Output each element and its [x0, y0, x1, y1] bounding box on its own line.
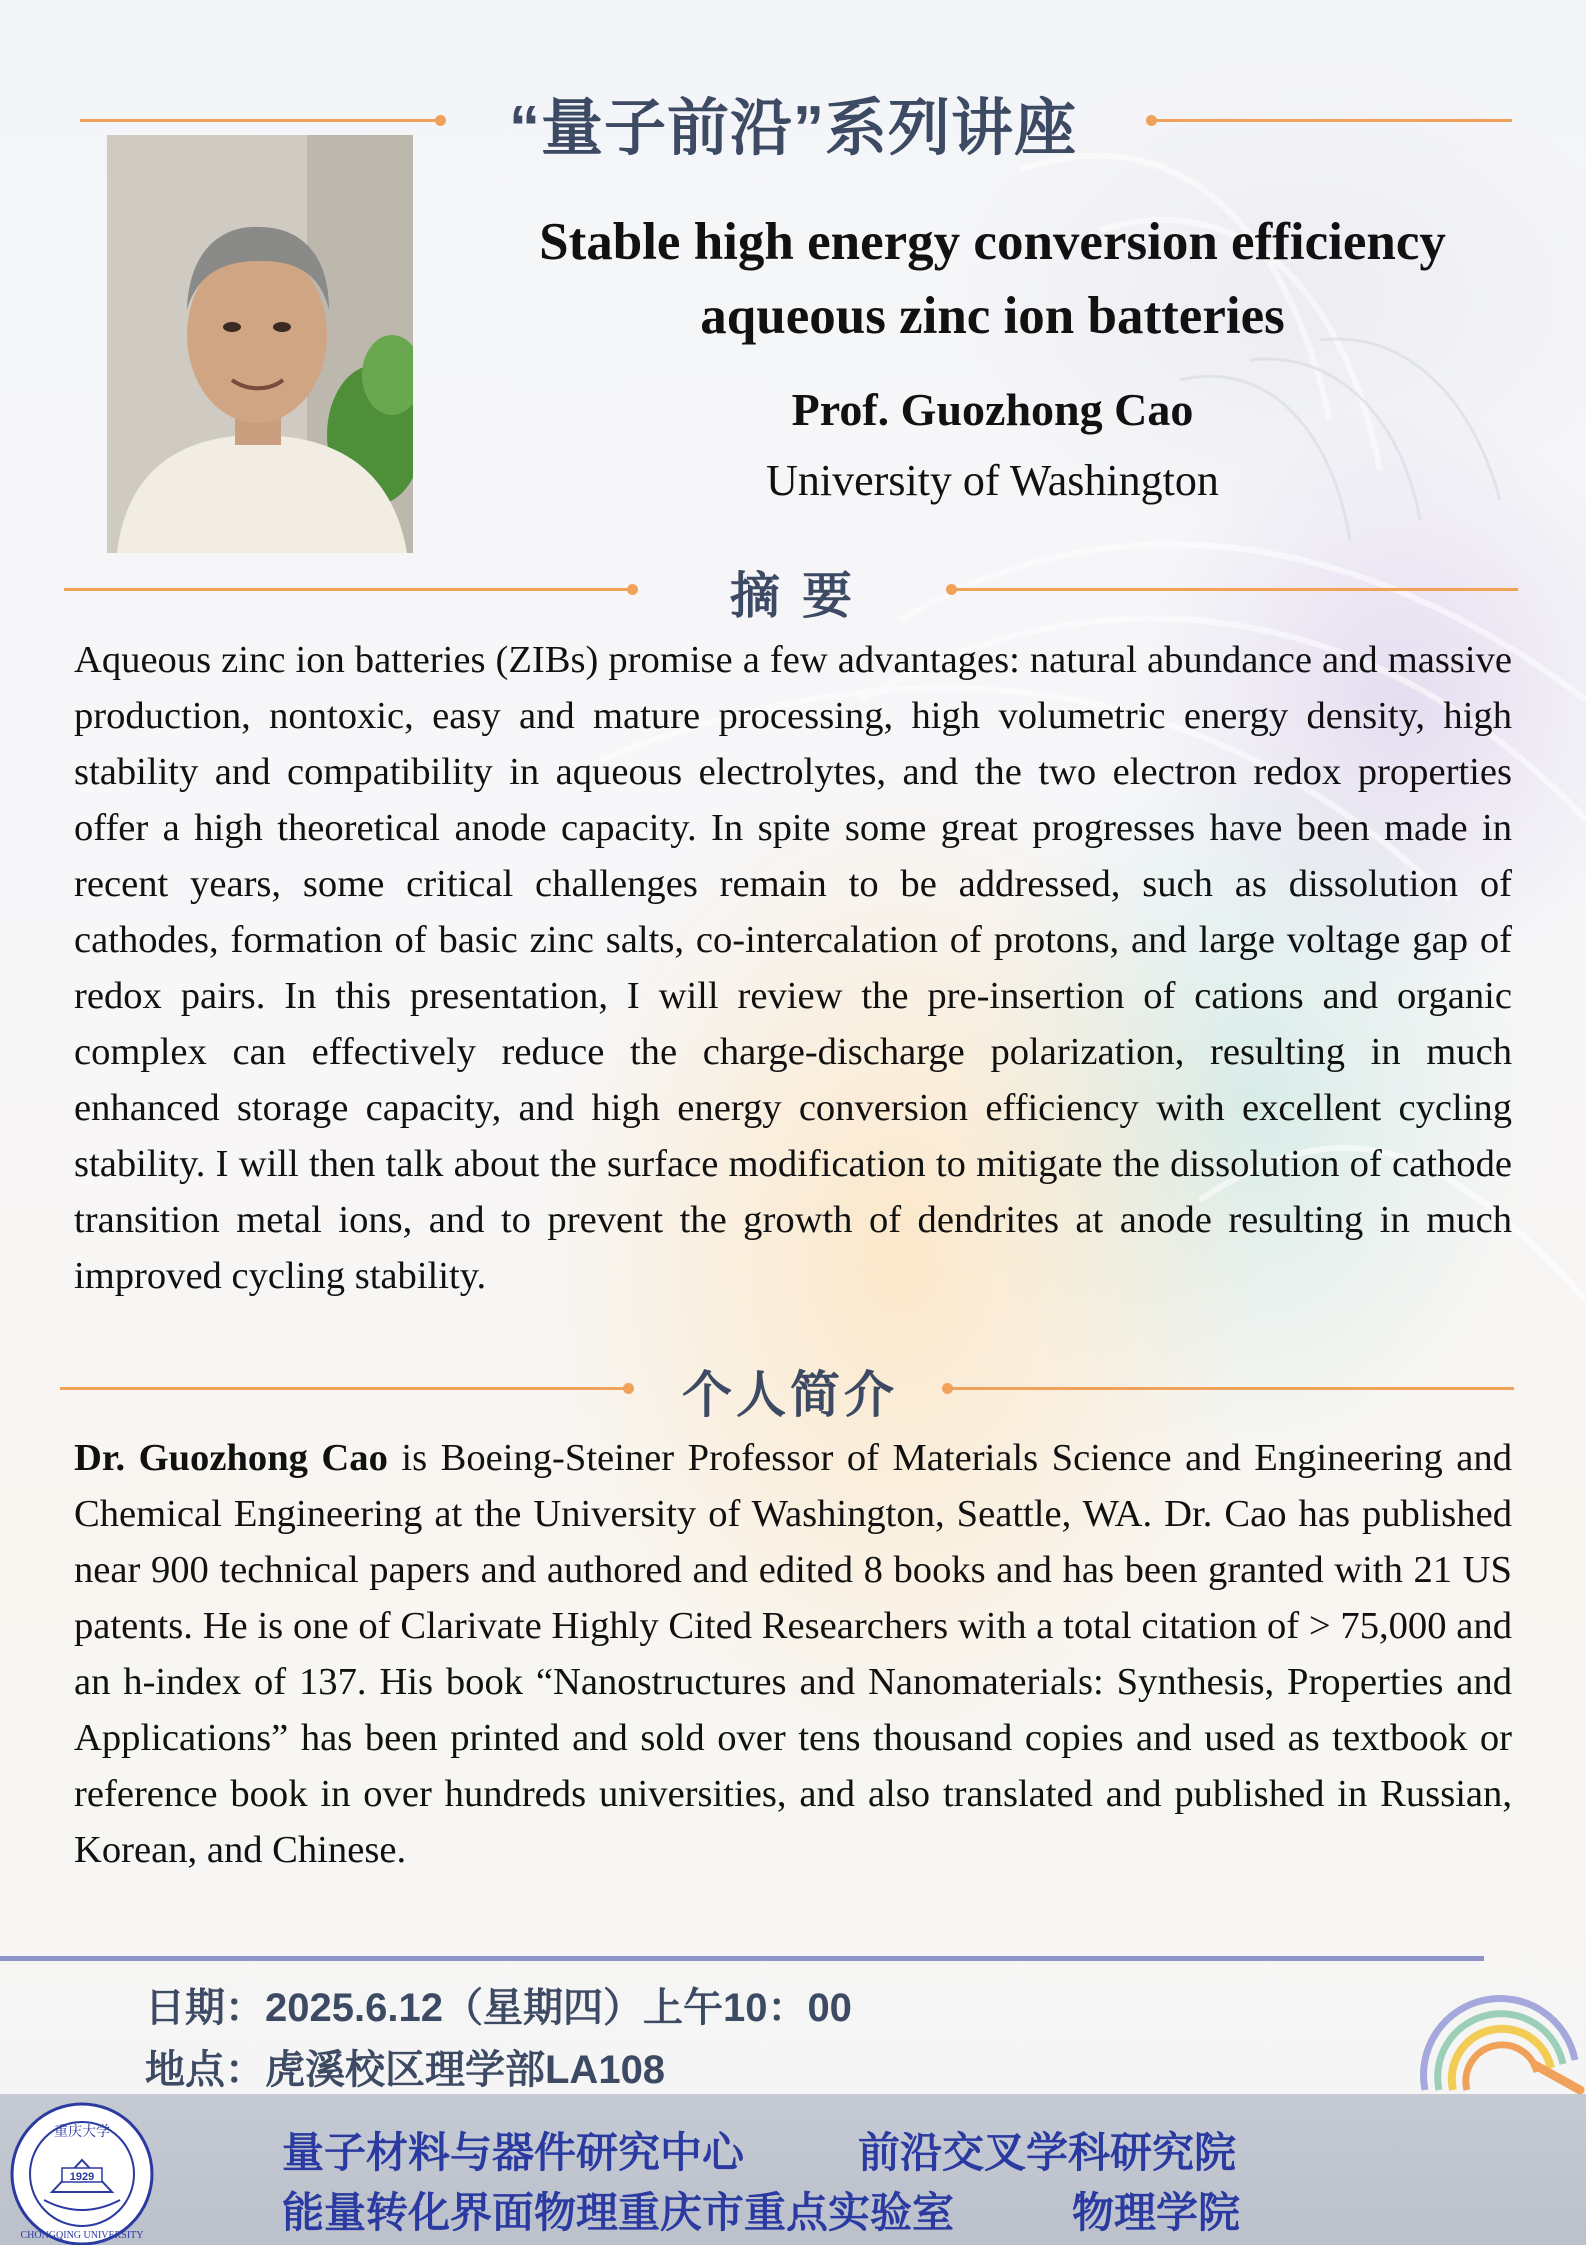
rainbow-arcs-icon — [1415, 1960, 1586, 2094]
bio-body: is Boeing-Steiner Professor of Materials Science and Engineering and Chemical Engineering at the University of Washington, Seattle, WA. Dr. Cao has published near 900 technical papers and authored and edited 8 books and has been granted with 21 US patents. He is one of Clarivate Highly Cited Researchers with a total citation of > 75,000 and an h-index of 137. His book “Nanostructures and Nanomaterials: Synthesis, Properties and Applications” has been printed and sold over tens thousand copies and used as textbook or reference book in over hundreds universities, and also translated and published in Russian, Korean, and Chinese. — [74, 1437, 1512, 1871]
bio-heading: 个人简介 — [682, 1367, 898, 1423]
talk-title-line-1: Stable high energy conversion efficiency — [539, 213, 1446, 271]
bio-rule-left — [60, 1387, 630, 1390]
bio-text — [74, 1430, 1512, 1878]
series-title: “量子前沿”系列讲座 — [508, 94, 1077, 163]
person-portrait-icon — [107, 135, 413, 553]
seal-name-cn: 重庆大学 — [54, 2124, 110, 2140]
seal-name-en: CHONGQING UNIVERSITY — [20, 2230, 144, 2241]
footer-divider — [0, 1956, 1484, 1961]
speaker-affiliation: University of Washington — [766, 456, 1219, 505]
bio-name: Dr. Guozhong Cao — [74, 1437, 388, 1479]
abstract-rule-right — [950, 588, 1518, 591]
header-rule-right — [1150, 119, 1512, 122]
event-date: 日期：2025.6.12（星期四）上午10：00 — [145, 1986, 852, 2030]
organizer-4: 物理学院 — [1072, 2189, 1241, 2236]
speaker-name: Prof. Guozhong Cao — [791, 384, 1194, 435]
abstract-rule-left — [64, 588, 634, 591]
speaker-photo — [107, 135, 413, 553]
abstract-heading: 摘 要 — [730, 568, 856, 624]
abstract-text: Aqueous zinc ion batteries (ZIBs) promise a few advantages: natural abundance and massive production, nontoxic, easy and mature processing, high volumetric energy density, high stability and compatibility in aqueous electrolytes, and the two electron redox properties offer a high theoretical anode capacity. In spite some great progresses have been made in recent years, some critical challenges remain to be addressed, such as dissolution of cathodes, formation of basic zinc salts, co-intercalation of protons, and large voltage gap of redox pairs. In this presentation, I will review the pre-insertion of cations and organic complex can effectively reduce the charge-discharge polarization, resulting in much enhanced storage capacity, and high energy conversion efficiency with excellent cycling stability. I will then talk about the surface modification to mitigate the dissolution of cathode transition metal ions, and to prevent the growth of dendrites at anode resulting in much improved cycling stability. — [74, 639, 1512, 1297]
university-seal-icon — [4, 2100, 160, 2245]
organizer-1: 量子材料与器件研究中心 — [282, 2129, 745, 2176]
header-rule-left — [80, 119, 442, 122]
bio-rule-right — [946, 1387, 1514, 1390]
organizer-3: 能量转化界面物理重庆市重点实验室 — [282, 2189, 955, 2236]
talk-title — [470, 205, 1515, 353]
event-location: 地点：虎溪校区理学部LA108 — [145, 2048, 666, 2092]
seal-year: 1929 — [69, 2171, 95, 2183]
organizer-2: 前沿交叉学科研究院 — [858, 2129, 1237, 2176]
talk-title-line-2: aqueous zinc ion batteries — [700, 287, 1285, 345]
